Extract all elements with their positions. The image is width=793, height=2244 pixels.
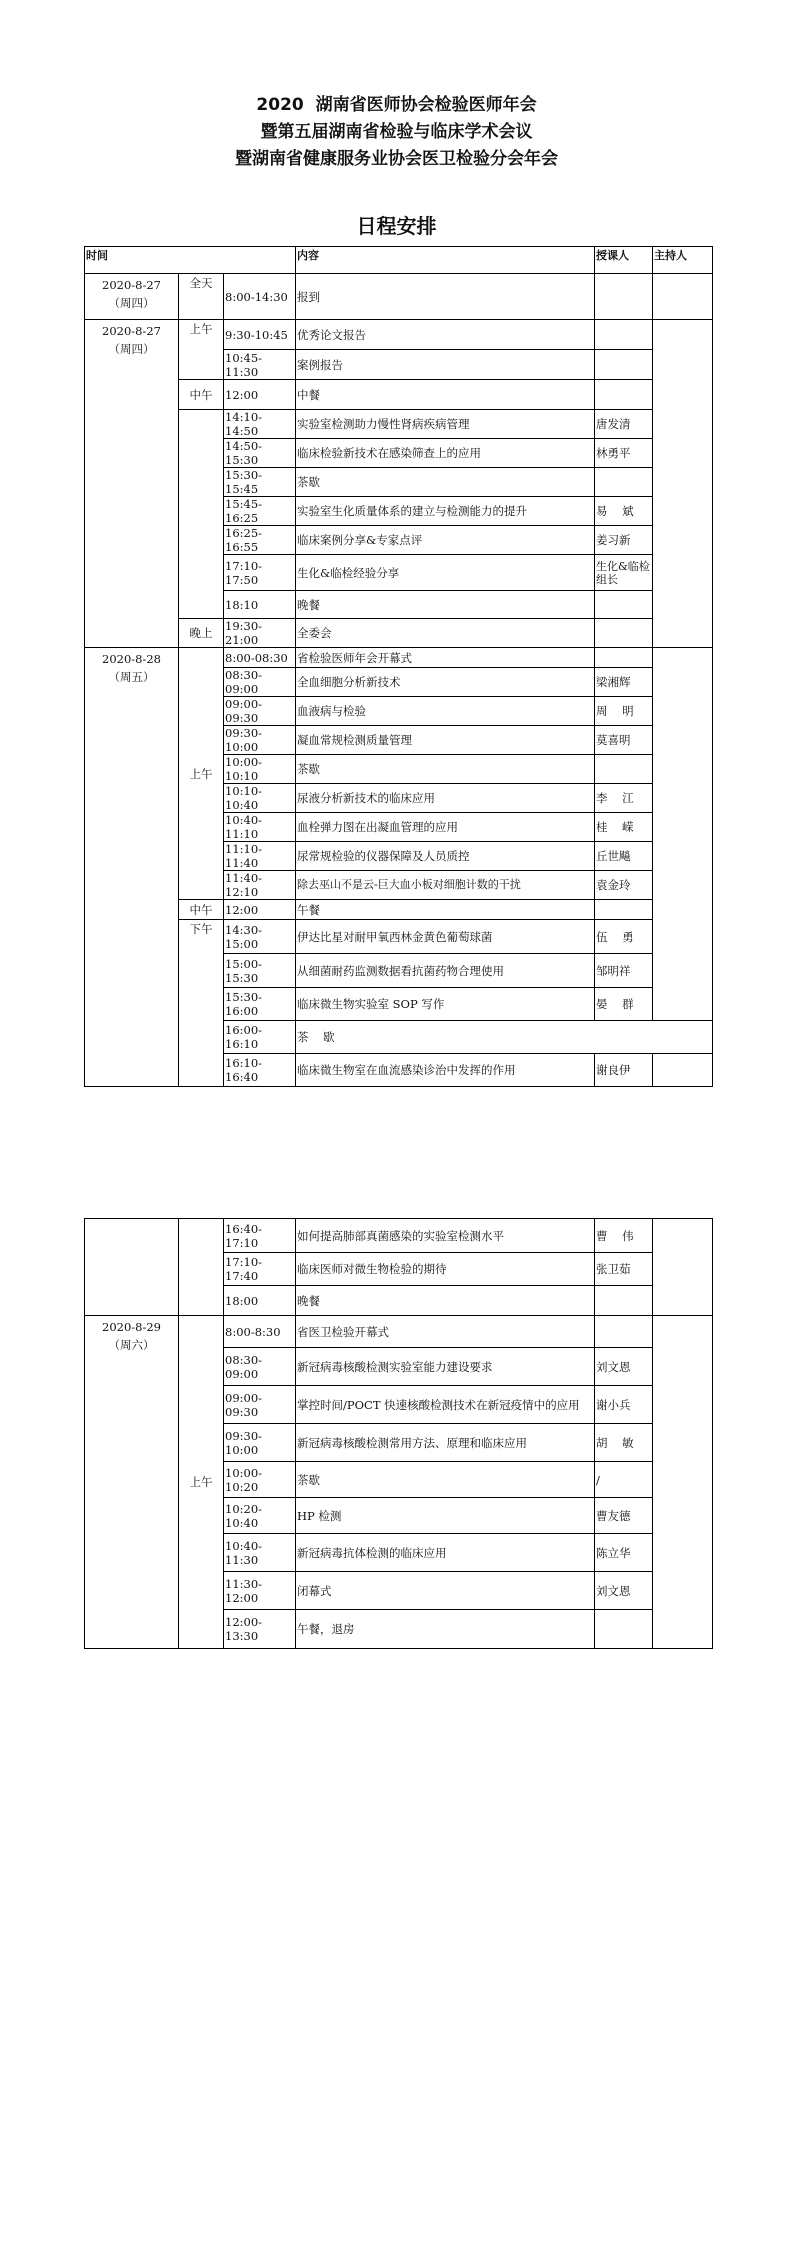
- period-cell: 中午: [179, 380, 224, 410]
- speaker-cell: 李 江: [595, 784, 653, 813]
- content-cell: 如何提高肺部真菌感染的实验室检测水平: [296, 1219, 595, 1253]
- time-cell: 10:40-11:30: [224, 1534, 296, 1572]
- time-cell: 09:00-09:30: [224, 697, 296, 726]
- title-block: [0, 92, 793, 173]
- time-cell: 16:10-16:40: [224, 1054, 296, 1087]
- time-cell: 08:30-09:00: [224, 1348, 296, 1386]
- host-cell: [653, 1316, 713, 1649]
- speaker-cell: 丘世飚: [595, 842, 653, 871]
- speaker-cell: 曹 伟: [595, 1219, 653, 1253]
- speaker-cell: [595, 1286, 653, 1316]
- content-cell: 临床微生物实验室 SOP 写作: [296, 988, 595, 1021]
- time-cell: 10:00-10:10: [224, 755, 296, 784]
- speaker-cell: 邹明祥: [595, 954, 653, 988]
- content-cell: 临床案例分享&专家点评: [296, 526, 595, 555]
- content-cell: 血栓弹力图在出凝血管理的应用: [296, 813, 595, 842]
- content-cell: 优秀论文报告: [296, 320, 595, 350]
- speaker-cell: 姜习新: [595, 526, 653, 555]
- time-cell: 12:00-13:30: [224, 1610, 296, 1649]
- time-cell: 15:00-15:30: [224, 954, 296, 988]
- speaker-cell: 谢小兵: [595, 1386, 653, 1424]
- content-cell: 茶歇: [296, 468, 595, 497]
- date-cell: 2020-8-29 （周六）: [85, 1316, 179, 1649]
- time-cell: 11:10-11:40: [224, 842, 296, 871]
- content-cell: 报到: [296, 274, 595, 320]
- schedule-title: 日程安排: [356, 214, 437, 238]
- time-cell: 14:10-14:50: [224, 410, 296, 439]
- content-cell: 午餐: [296, 900, 595, 920]
- time-cell: 16:40-17:10: [224, 1219, 296, 1253]
- table-row: [85, 1219, 713, 1253]
- content-cell: 除去巫山不是云-巨大血小板对细胞计数的干扰: [296, 871, 595, 900]
- host-cell: [653, 648, 713, 1021]
- date-cell: 2020-8-28 （周五）: [85, 648, 179, 1087]
- content-cell: 尿常规检验的仪器保障及人员质控: [296, 842, 595, 871]
- time-cell: 18:00: [224, 1286, 296, 1316]
- speaker-cell: 袁金玲: [595, 871, 653, 900]
- time-cell: 12:00: [224, 380, 296, 410]
- speaker-cell: [595, 468, 653, 497]
- header-host: 主持人: [653, 247, 713, 274]
- period-cell: 下午: [179, 920, 224, 1087]
- speaker-cell: [595, 619, 653, 648]
- time-cell: 10:00-10:20: [224, 1462, 296, 1498]
- schedule-table-part1: [84, 246, 713, 1087]
- speaker-cell: [595, 1610, 653, 1649]
- host-cell: [653, 274, 713, 320]
- speaker-cell: 伍 勇: [595, 920, 653, 954]
- speaker-cell: 易 斌: [595, 497, 653, 526]
- speaker-cell: 谢良伊: [595, 1054, 653, 1087]
- time-cell: 15:30-15:45: [224, 468, 296, 497]
- speaker-cell: 桂 嵘: [595, 813, 653, 842]
- table-row: [85, 648, 713, 668]
- time-cell: 14:30-15:00: [224, 920, 296, 954]
- time-cell: 8:00-8:30: [224, 1316, 296, 1348]
- time-cell: 15:30-16:00: [224, 988, 296, 1021]
- header-speaker: 授课人: [595, 247, 653, 274]
- content-cell: 新冠病毒抗体检测的临床应用: [296, 1534, 595, 1572]
- time-cell: 17:10-17:40: [224, 1253, 296, 1286]
- speaker-cell: 曹友德: [595, 1498, 653, 1534]
- speaker-cell: /: [595, 1462, 653, 1498]
- content-cell: 晚餐: [296, 1286, 595, 1316]
- content-cell: 临床微生物室在血流感染诊治中发挥的作用: [296, 1054, 595, 1087]
- period-cell-continued: [179, 1219, 224, 1316]
- time-cell: 9:30-10:45: [224, 320, 296, 350]
- content-cell: 闭幕式: [296, 1572, 595, 1610]
- speaker-cell: 唐发清: [595, 410, 653, 439]
- content-cell: 新冠病毒核酸检测实验室能力建设要求: [296, 1348, 595, 1386]
- table-row: [85, 320, 713, 350]
- title-line-2: 暨第五届湖南省检验与临床学术会议: [260, 122, 533, 142]
- time-cell: 17:10-17:50: [224, 555, 296, 591]
- content-cell: 新冠病毒核酸检测常用方法、原理和临床应用: [296, 1424, 595, 1462]
- speaker-cell: 刘文恩: [595, 1572, 653, 1610]
- content-cell: 全血细胞分析新技术: [296, 668, 595, 697]
- speaker-cell: [595, 274, 653, 320]
- time-cell: 19:30-21:00: [224, 619, 296, 648]
- speaker-cell: [595, 350, 653, 380]
- table-row: [85, 274, 713, 320]
- content-cell: 省检验医师年会开幕式: [296, 648, 595, 668]
- content-cell: 省医卫检验开幕式: [296, 1316, 595, 1348]
- content-cell: 实验室生化质量体系的建立与检测能力的提升: [296, 497, 595, 526]
- host-cell: [653, 1054, 713, 1087]
- content-cell: 伊达比星对耐甲氧西林金黄色葡萄球菌: [296, 920, 595, 954]
- speaker-cell: 胡 敏: [595, 1424, 653, 1462]
- period-cell-empty: [179, 410, 224, 619]
- content-cell: 从细菌耐药监测数据看抗菌药物合理使用: [296, 954, 595, 988]
- content-cell: 茶歇: [296, 755, 595, 784]
- table-row: [85, 619, 713, 648]
- host-cell: [653, 320, 713, 648]
- content-cell: 实验室检测助力慢性肾病疾病管理: [296, 410, 595, 439]
- time-cell: 10:10-10:40: [224, 784, 296, 813]
- time-cell: 11:30-12:00: [224, 1572, 296, 1610]
- host-cell: [653, 1219, 713, 1316]
- time-cell: 10:40-11:10: [224, 813, 296, 842]
- title-line-3: 暨湖南省健康服务业协会医卫检验分会年会: [235, 149, 558, 169]
- time-cell: 18:10: [224, 591, 296, 619]
- speaker-cell: [595, 900, 653, 920]
- time-cell: 15:45-16:25: [224, 497, 296, 526]
- date-cell-continued: [85, 1219, 179, 1316]
- period-cell: 晚上: [179, 619, 224, 648]
- table-row: [85, 920, 713, 954]
- speaker-cell: [595, 755, 653, 784]
- content-cell: 中餐: [296, 380, 595, 410]
- time-cell: 16:00-16:10: [224, 1021, 296, 1054]
- speaker-cell: 张卫茹: [595, 1253, 653, 1286]
- time-cell: 8:00-14:30: [224, 274, 296, 320]
- time-cell: 09:00-09:30: [224, 1386, 296, 1424]
- speaker-cell: [595, 1316, 653, 1348]
- content-cell: 全委会: [296, 619, 595, 648]
- table-row: [85, 410, 713, 439]
- speaker-cell: [595, 380, 653, 410]
- time-cell: 08:30-09:00: [224, 668, 296, 697]
- speaker-cell: [595, 591, 653, 619]
- speaker-cell: 梁湘辉: [595, 668, 653, 697]
- time-cell: 09:30-10:00: [224, 1424, 296, 1462]
- period-cell: 全天: [179, 274, 224, 320]
- speaker-cell: 刘文恩: [595, 1348, 653, 1386]
- schedule-table-part2: [84, 1218, 713, 1649]
- speaker-cell: [595, 648, 653, 668]
- title-line-1: 2020 湖南省医师协会检验医师年会: [256, 95, 537, 115]
- time-cell: 09:30-10:00: [224, 726, 296, 755]
- content-cell: 茶歇: [296, 1462, 595, 1498]
- content-cell: 午餐，退房: [296, 1610, 595, 1649]
- speaker-cell: 周 明: [595, 697, 653, 726]
- time-cell: 8:00-08:30: [224, 648, 296, 668]
- speaker-cell: 晏 群: [595, 988, 653, 1021]
- time-cell: 14:50-15:30: [224, 439, 296, 468]
- header-content: 内容: [296, 247, 595, 274]
- table-row: [85, 900, 713, 920]
- date-cell: 2020-8-27 （周四）: [85, 274, 179, 320]
- time-cell: 10:45-11:30: [224, 350, 296, 380]
- time-cell: 12:00: [224, 900, 296, 920]
- content-cell: 血液病与检验: [296, 697, 595, 726]
- content-cell: 案例报告: [296, 350, 595, 380]
- period-cell: 中午: [179, 900, 224, 920]
- content-cell: 临床医师对微生物检验的期待: [296, 1253, 595, 1286]
- header-time: 时间: [85, 247, 296, 274]
- content-cell: 晚餐: [296, 591, 595, 619]
- content-cell: 茶 歇: [296, 1021, 713, 1054]
- period-cell: 上午: [179, 320, 224, 380]
- time-cell: 10:20-10:40: [224, 1498, 296, 1534]
- table-row: [85, 1316, 713, 1348]
- content-cell: 临床检验新技术在感染筛查上的应用: [296, 439, 595, 468]
- speaker-cell: [595, 320, 653, 350]
- speaker-cell: 生化&临检组长: [595, 555, 653, 591]
- table-row: [85, 380, 713, 410]
- content-cell: 掌控时间/POCT 快速核酸检测技术在新冠疫情中的应用: [296, 1386, 595, 1424]
- table-header-row: [85, 247, 713, 274]
- speaker-cell: 陈立华: [595, 1534, 653, 1572]
- time-cell: 11:40-12:10: [224, 871, 296, 900]
- speaker-cell: 莫喜明: [595, 726, 653, 755]
- date-cell: 2020-8-27 （周四）: [85, 320, 179, 648]
- time-cell: 16:25-16:55: [224, 526, 296, 555]
- speaker-cell: 林勇平: [595, 439, 653, 468]
- content-cell: 凝血常规检测质量管理: [296, 726, 595, 755]
- content-cell: 尿液分析新技术的临床应用: [296, 784, 595, 813]
- content-cell: 生化&临检经验分享: [296, 555, 595, 591]
- period-cell: 上午: [179, 648, 224, 900]
- period-cell: 上午: [179, 1316, 224, 1649]
- content-cell: HP 检测: [296, 1498, 595, 1534]
